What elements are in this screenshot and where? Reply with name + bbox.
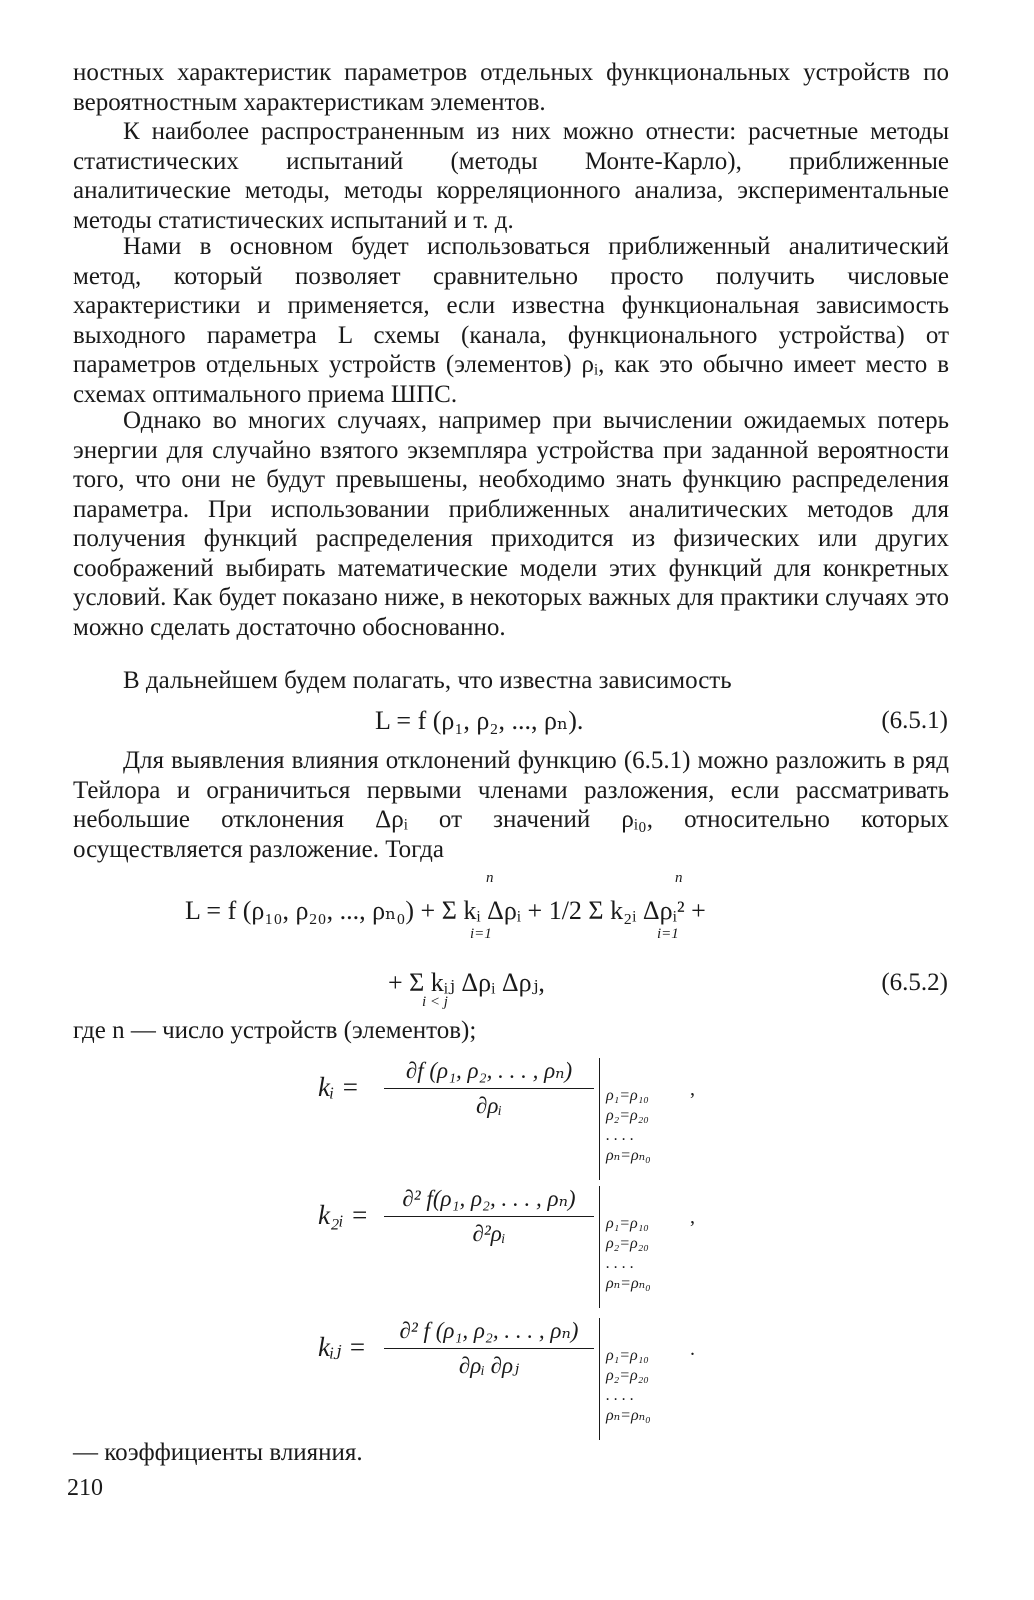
coefficient-ki-name: kᵢ = [318,1072,360,1102]
paragraph-6: Для выявления влияния отклонений функцию (6.5.1) можно разложить в ряд Тейлора и ограничиться первыми членами разложения, если рассматривать небольшие отклонения Δρᵢ от значений ρᵢ₀, относительно которых осуществляется разложение. Тогда [73,747,949,863]
page-number: 210 [67,1475,103,1501]
coefficient-kij-name: kᵢⱼ = [318,1332,367,1362]
punctuation: , [690,1078,695,1100]
condition: . . . . [606,1127,634,1144]
equation-6-5-2-line-2: + Σ kᵢⱼ Δρᵢ Δρⱼ, [388,968,545,997]
condition: ρₙ=ρₙ₀ [606,1275,651,1292]
coefficient-k2i-denominator: ∂²ρᵢ [472,1221,506,1246]
punctuation: . [690,1338,695,1360]
coefficient-k2i-fraction [384,1186,594,1247]
coefficient-kij-denominator: ∂ρᵢ ∂ρⱼ [458,1353,520,1378]
paragraph-5: В дальнейшем будем полагать, что известна зависимость [123,667,732,694]
condition: ρ₂=ρ₂₀ [606,1235,649,1252]
equation-6-5-2-line-1: L = f (ρ₁₀, ρ₂₀, ..., ρₙ₀) + Σ kᵢ Δρᵢ + 1/2 Σ k₂ᵢ Δρᵢ² + [185,896,706,925]
evaluation-bar [599,1318,600,1440]
paragraph-1: ностных характеристик параметров отдельных функциональных устройств по вероятностным характеристикам элементов. [73,59,949,116]
condition: . . . . [606,1387,634,1404]
coefficient-kij-fraction [384,1318,594,1379]
sum-upper-limit-2: n [675,870,683,886]
coefficient-ki-denominator: ∂ρᵢ [475,1093,503,1118]
coefficient-ki [318,1058,718,1188]
coefficient-k2i-numerator: ∂² f(ρ₁, ρ₂, . . . , ρₙ) [384,1186,594,1217]
equation-number-6-5-1: (6.5.1) [881,707,948,734]
sum-lower-limit-ij: i < j [422,994,448,1010]
evaluation-bar [599,1186,600,1308]
condition: ρₙ=ρₙ₀ [606,1407,651,1424]
coefficient-k2i [318,1186,718,1316]
equation-number-6-5-2: (6.5.2) [881,969,948,996]
coefficient-ki-fraction [384,1058,594,1119]
condition: ρ₁=ρ₁₀ [606,1215,649,1232]
paragraph-2: К наиболее распространенным из них можно отнести: расчетные методы статистических испытаний (методы Монте-Карло), приближенные аналитические методы, методы корреляционного анализа, экспериментальные методы статистических испытаний и т. д. [73,118,949,234]
evaluation-bar [599,1058,600,1180]
condition: . . . . [606,1255,634,1272]
paragraph-7: где n — число устройств (элементов); [73,1017,477,1044]
coefficient-kij-conditions [606,1346,651,1426]
sum-upper-limit-1: n [486,870,494,886]
condition: ρ₁=ρ₁₀ [606,1347,649,1364]
coefficient-kij [318,1318,718,1448]
paragraph-8: — коэффициенты влияния. [73,1439,363,1466]
condition: ρ₂=ρ₂₀ [606,1107,649,1124]
coefficient-ki-numerator: ∂f (ρ₁, ρ₂, . . . , ρₙ) [384,1058,594,1089]
equation-6-5-1: L = f (ρ₁, ρ₂, ..., ρₙ). [375,706,584,735]
coefficient-ki-conditions [606,1086,651,1166]
punctuation: , [690,1206,695,1228]
sum-lower-limit-1: i=1 [470,926,492,942]
coefficient-k2i-name: k₂ᵢ = [318,1200,369,1230]
condition: ρ₂=ρ₂₀ [606,1367,649,1384]
paragraph-3: Нами в основном будет использоваться приближенный аналитический метод, который позволяет сравнительно просто получить числовые характеристики и применяется, если известна функциональная зависимость выходного параметра L схемы (канала, функционального устройства) от параметров отдельных устройств (элементов) ρᵢ, как это обычно имеет место в схемах оптимального приема ШПС. [73,233,949,408]
condition: ρ₁=ρ₁₀ [606,1087,649,1104]
coefficient-k2i-conditions [606,1214,651,1294]
coefficient-kij-numerator: ∂² f (ρ₁, ρ₂, . . . , ρₙ) [384,1318,594,1349]
paragraph-4: Однако во многих случаях, например при вычислении ожидаемых потерь энергии для случайно взятого экземпляра устройства при заданной вероятности того, что они не будут превышены, необходимо знать функцию распределения параметра. При использовании приближенных аналитических методов для получения функций распределения приходится из физических или других соображений выбирать математические модели этих функций для конкретных условий. Как будет показано ниже, в некоторых важных для практики случаях это можно сделать достаточно обоснованно. [73,407,949,641]
condition: ρₙ=ρₙ₀ [606,1147,651,1164]
sum-lower-limit-2: i=1 [657,926,679,942]
